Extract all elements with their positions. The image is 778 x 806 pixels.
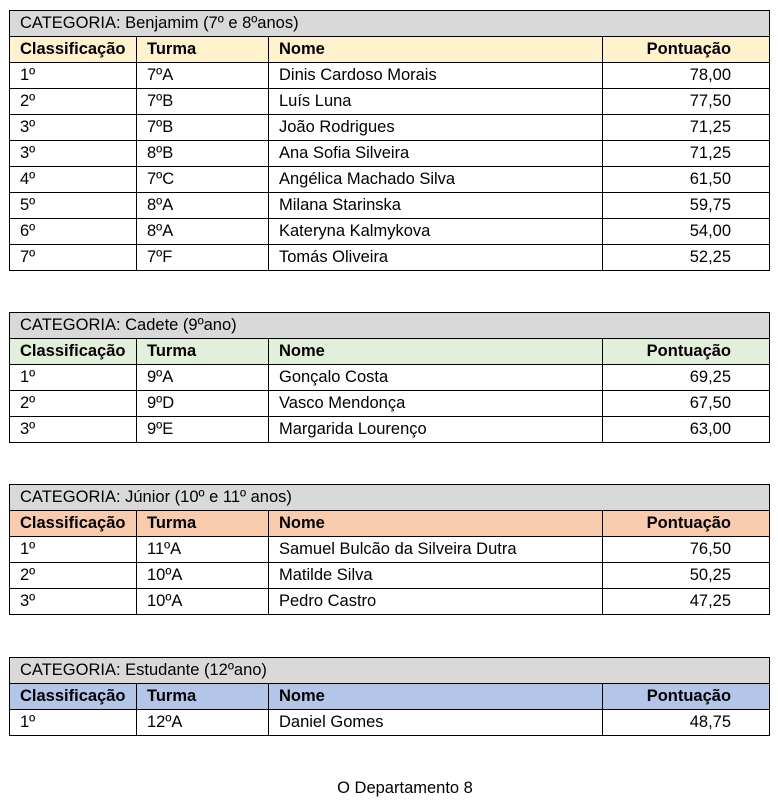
column-header-name: Nome [269, 37, 603, 63]
column-header-score: Pontuação [603, 339, 770, 365]
cell-class: 11ºA [137, 537, 269, 563]
cell-rank: 2º [10, 563, 137, 589]
cell-name: Gonçalo Costa [269, 365, 603, 391]
column-header-rank: Classificação [10, 339, 137, 365]
cell-name: Margarida Lourenço [269, 417, 603, 443]
header-row [10, 684, 770, 710]
table-row [10, 63, 770, 89]
table-row [10, 193, 770, 219]
column-header-class: Turma [137, 339, 269, 365]
table-row [10, 563, 770, 589]
cell-class: 8ºB [137, 141, 269, 167]
cell-rank: 3º [10, 115, 137, 141]
cell-name: Luís Luna [269, 89, 603, 115]
cell-score: 59,75 [603, 193, 770, 219]
cell-name: Ana Sofia Silveira [269, 141, 603, 167]
cell-name: Angélica Machado Silva [269, 167, 603, 193]
cell-score: 67,50 [603, 391, 770, 417]
column-header-rank: Classificação [10, 511, 137, 537]
cell-name: Daniel Gomes [269, 710, 603, 736]
table-row [10, 167, 770, 193]
category-title-row [10, 485, 770, 511]
cell-class: 9ºA [137, 365, 269, 391]
column-header-class: Turma [137, 684, 269, 710]
cell-score: 47,25 [603, 589, 770, 615]
cell-rank: 6º [10, 219, 137, 245]
cell-score: 54,00 [603, 219, 770, 245]
cell-class: 9ºD [137, 391, 269, 417]
category-title-row [10, 658, 770, 684]
column-header-class: Turma [137, 37, 269, 63]
cell-score: 77,50 [603, 89, 770, 115]
table-row [10, 417, 770, 443]
cell-score: 71,25 [603, 141, 770, 167]
cell-class: 8ºA [137, 219, 269, 245]
cell-name: Milana Starinska [269, 193, 603, 219]
category-title-row [10, 313, 770, 339]
cell-rank: 1º [10, 365, 137, 391]
cell-rank: 1º [10, 537, 137, 563]
ranking-table [9, 657, 770, 736]
cell-score: 50,25 [603, 563, 770, 589]
cell-rank: 7º [10, 245, 137, 271]
cell-score: 48,75 [603, 710, 770, 736]
cell-class: 7ºB [137, 89, 269, 115]
table-row [10, 89, 770, 115]
column-header-score: Pontuação [603, 684, 770, 710]
ranking-table [9, 312, 770, 443]
header-row [10, 37, 770, 63]
cell-score: 63,00 [603, 417, 770, 443]
cell-rank: 3º [10, 589, 137, 615]
cell-name: Vasco Mendonça [269, 391, 603, 417]
cell-rank: 1º [10, 710, 137, 736]
cell-rank: 3º [10, 141, 137, 167]
table-row [10, 537, 770, 563]
table-row [10, 589, 770, 615]
cell-name: Matilde Silva [269, 563, 603, 589]
cell-class: 7ºC [137, 167, 269, 193]
cell-name: Pedro Castro [269, 589, 603, 615]
cell-score: 69,25 [603, 365, 770, 391]
footer-signature: O Departamento 8 [337, 779, 473, 797]
column-header-rank: Classificação [10, 37, 137, 63]
table-row [10, 391, 770, 417]
cell-class: 7ºA [137, 63, 269, 89]
table-row [10, 365, 770, 391]
column-header-score: Pontuação [603, 511, 770, 537]
cell-class: 9ºE [137, 417, 269, 443]
cell-rank: 1º [10, 63, 137, 89]
cell-rank: 4º [10, 167, 137, 193]
table-row [10, 245, 770, 271]
ranking-table [9, 10, 770, 271]
table-row [10, 219, 770, 245]
category-title-row [10, 11, 770, 37]
table-row [10, 710, 770, 736]
table-row [10, 141, 770, 167]
cell-name: João Rodrigues [269, 115, 603, 141]
column-header-class: Turma [137, 511, 269, 537]
cell-class: 12ºA [137, 710, 269, 736]
cell-rank: 5º [10, 193, 137, 219]
cell-rank: 2º [10, 89, 137, 115]
cell-class: 8ºA [137, 193, 269, 219]
category-title: CATEGORIA: Júnior (10º e 11º anos) [10, 485, 770, 511]
cell-rank: 2º [10, 391, 137, 417]
column-header-rank: Classificação [10, 684, 137, 710]
header-row [10, 339, 770, 365]
cell-class: 7ºF [137, 245, 269, 271]
table-row [10, 115, 770, 141]
cell-name: Samuel Bulcão da Silveira Dutra [269, 537, 603, 563]
cell-class: 10ºA [137, 563, 269, 589]
column-header-score: Pontuação [603, 37, 770, 63]
cell-name: Kateryna Kalmykova [269, 219, 603, 245]
cell-score: 61,50 [603, 167, 770, 193]
cell-name: Dinis Cardoso Morais [269, 63, 603, 89]
column-header-name: Nome [269, 511, 603, 537]
cell-rank: 3º [10, 417, 137, 443]
category-title: CATEGORIA: Estudante (12ºano) [10, 658, 770, 684]
cell-score: 52,25 [603, 245, 770, 271]
cell-name: Tomás Oliveira [269, 245, 603, 271]
cell-score: 71,25 [603, 115, 770, 141]
category-title: CATEGORIA: Cadete (9ºano) [10, 313, 770, 339]
cell-class: 10ºA [137, 589, 269, 615]
cell-score: 78,00 [603, 63, 770, 89]
column-header-name: Nome [269, 339, 603, 365]
column-header-name: Nome [269, 684, 603, 710]
cell-class: 7ºB [137, 115, 269, 141]
category-title: CATEGORIA: Benjamim (7º e 8ºanos) [10, 11, 770, 37]
ranking-table [9, 484, 770, 615]
header-row [10, 511, 770, 537]
cell-score: 76,50 [603, 537, 770, 563]
